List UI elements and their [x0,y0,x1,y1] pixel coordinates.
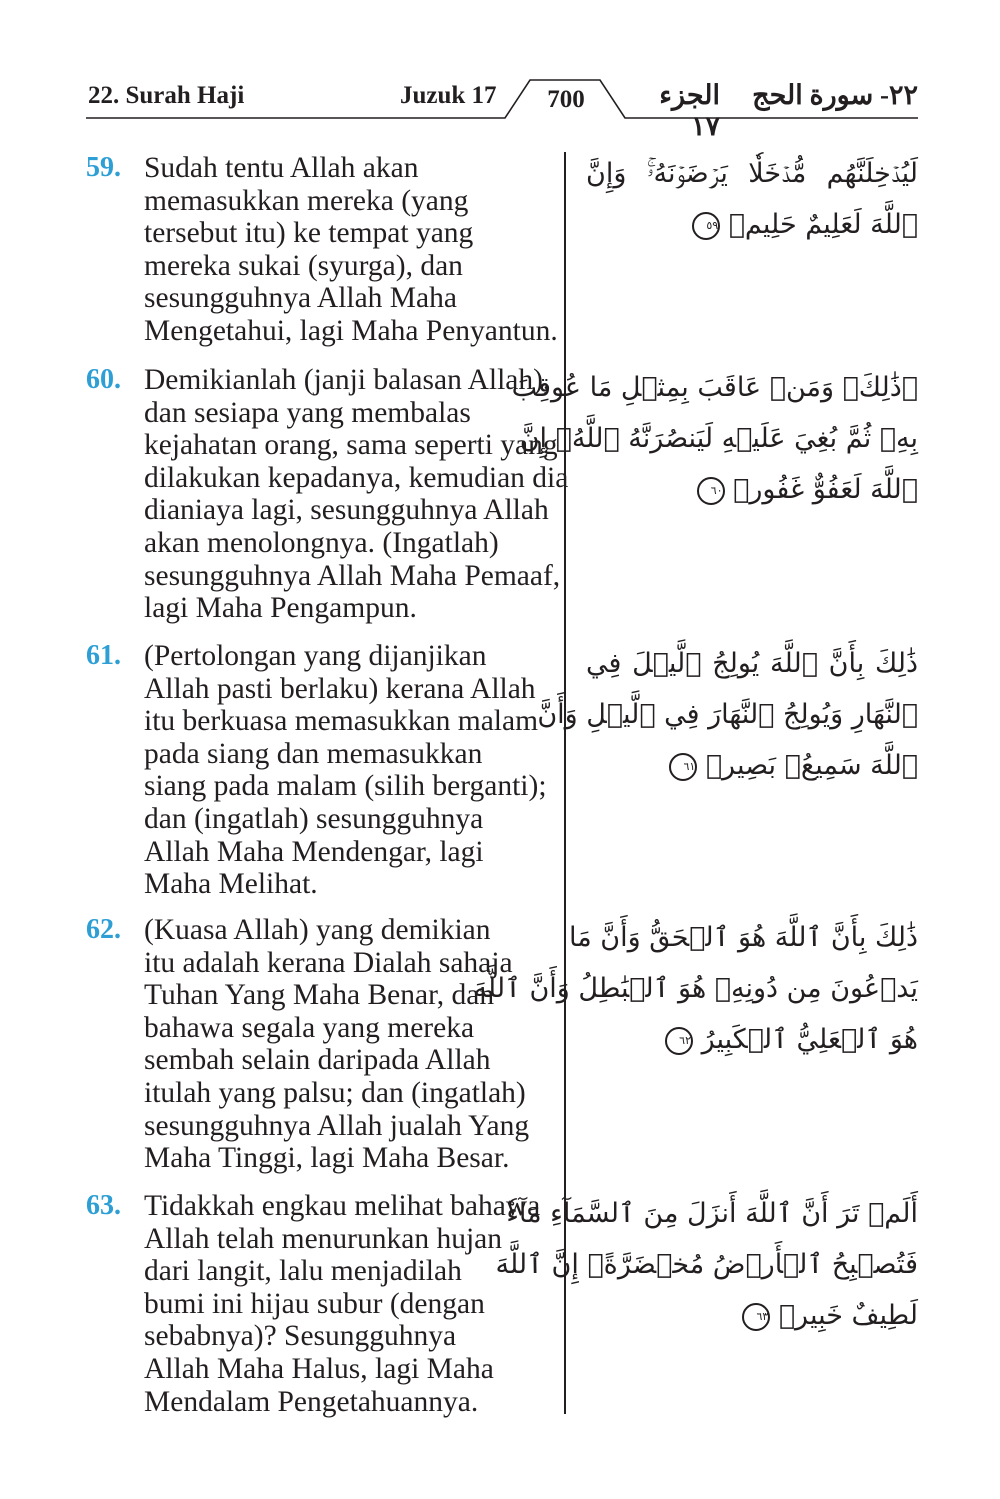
verse-translation [86,1190,560,1418]
translation-line: Demikianlah (janji balasan Allah), [144,364,551,396]
translation-line: (Kuasa Allah) yang demikian [144,914,491,946]
arabic-line: أَلَمۡ تَرَ أَنَّ ٱللَّهَ أَنزَلَ مِنَ ٱلسَّمَآءِ مَآءٗ [506,1198,918,1229]
verse-number: 61. [86,640,121,671]
arabic-line-text: لَطِيفٌ خَبِيرٞ [778,1300,918,1331]
translation-line: sesungguhnya Allah Maha Pemaaf, [144,559,561,592]
arabic-line: ذَٰلِكَ بِأَنَّ ٱللَّهَ هُوَ ٱلۡحَقُّ وَأَنَّ مَا [569,922,918,953]
translation-line: akan menolongnya. (Ingatlah) [144,526,499,559]
arabic-verse [537,638,918,791]
juzuk-label: Juzuk 17 [400,82,497,109]
surah-title: 22. Surah Haji [88,82,245,109]
ayah-marker: ٦٠ [697,477,725,505]
arabic-line [586,464,918,515]
translation-line: dianiaya lagi, sesungguhnya Allah [144,494,549,527]
verse-number: 63. [86,1190,121,1221]
verse-translation [86,364,569,625]
translation-line: itu berkuasa memasukkan malam [144,705,539,738]
arabic-line: لَيُدۡخِلَنَّهُم مُّدۡخَلٗا يَرۡضَوۡنَهُۥۚ وَإِنَّ [586,158,918,189]
ayah-marker: ٦٢ [665,1027,693,1055]
translation-line: Maha Tinggi, lagi Maha Besar. [144,1142,510,1175]
translation-line: lagi Maha Pengampun. [144,592,417,625]
verse-translation [86,152,560,348]
translation-line: bahawa segala yang mereka [144,1011,475,1044]
arabic-juz-label: الجزء ١٧ [659,80,720,141]
translation-line: sesungguhnya Allah jualah Yang [144,1109,530,1142]
arabic-line: يَدۡعُونَ مِن دُونِهِۦ هُوَ ٱلۡبَٰطِلُ وَأَنَّ ٱللَّهَ [473,973,918,1004]
verse-number: 60. [86,364,121,395]
ayah-marker: ٦٣ [742,1303,770,1331]
translation-line: dilakukan kepadanya, kemudian dia [144,461,569,494]
translation-line: Allah Maha Halus, lagi Maha [144,1352,494,1385]
translation-line: bumi ini hijau subur (dengan [144,1287,485,1320]
translation-line: Tuhan Yang Maha Benar, dan [144,979,495,1012]
translation-line: Tidakkah engkau melihat bahawa [144,1190,541,1222]
arabic-line: فَتُصۡبِحُ ٱلۡأَرۡضُ مُخۡضَرَّةًۗ إِنَّ ٱللَّهَ [495,1249,918,1280]
arabic-line-text: ٱللَّهَ لَعَلِيمٌ حَلِيمٞ [728,209,918,240]
arabic-surah-title: ٢٢- سورة الحج [752,80,918,110]
arabic-line-text: هُوَ ٱلۡعَلِيُّ ٱلۡكَبِيرُ [701,1024,918,1055]
arabic-line [586,1290,918,1341]
translation-line: mereka sukai (syurga), dan [144,249,463,282]
translation-line: Mendalam Pengetahuannya. [144,1385,479,1418]
arabic-line [586,199,918,250]
translation-line: dari langit, lalu menjadilah [144,1255,462,1288]
translation-line: dan (ingatlah) sesungguhnya [144,802,484,835]
arabic-line-text: ٱللَّهَ سَمِيعُۢ بَصِيرٞ [705,750,918,781]
translation-line: (Pertolongan yang dijanjikan [144,640,487,672]
arabic-verse [495,1188,918,1341]
arabic-verse [473,912,918,1065]
arabic-line: ۞ذَٰلِكَۖ وَمَنۡ عَاقَبَ بِمِثۡلِ مَا عُوقِبَ [511,372,918,403]
verse-number: 59. [86,152,121,183]
translation-line: Mengetahui, lagi Maha Penyantun. [144,314,558,347]
translation-line: kejahatan orang, sama seperti yang [144,429,558,462]
arabic-line: ذَٰلِكَ بِأَنَّ ٱللَّهَ يُولِجُ ٱلَّيۡلَ فِي [586,648,918,679]
translation-line: sebabnya)? Sesungguhnya [144,1320,457,1353]
translation-line: itulah yang palsu; dan (ingatlah) [144,1076,526,1109]
ayah-marker: ٦١ [669,753,697,781]
verse-number: 62. [86,914,121,945]
translation-line: tersebut itu) ke tempat yang [144,217,474,250]
arabic-line-text: ٱللَّهَ لَعَفُوٌّ غَفُورٞ [733,474,918,505]
translation-line: pada siang dan memasukkan [144,737,483,770]
translation-line: sesungguhnya Allah Maha [144,282,457,315]
arabic-line [586,740,918,791]
translation-line: itu adalah kerana Dialah sahaja [144,946,513,979]
translation-line: dan sesiapa yang membalas [144,396,471,429]
translation-line: sembah selain daripada Allah [144,1044,491,1077]
translation-line: Allah pasti berlaku) kerana Allah [144,672,536,705]
arabic-verse [511,362,918,515]
arabic-line: ٱلنَّهَارِ وَيُولِجُ ٱلنَّهَارَ فِي ٱلَّيۡلِ وَأَنَّ [537,699,918,730]
page-header [0,0,1000,141]
translation-line: Allah Maha Mendengar, lagi [144,835,484,868]
translation-line: memasukkan mereka (yang [144,184,469,217]
translation-line: Allah telah menurunkan hujan [144,1222,502,1255]
verse-translation [86,640,560,901]
verse-translation [86,914,560,1175]
arabic-line [586,1014,918,1065]
page-number: 700 [547,86,585,113]
ayah-marker: ٥٩ [692,212,720,240]
arabic-line: بِهِۦ ثُمَّ بُغِيَ عَلَيۡهِ لَيَنصُرَنَّهُ ٱللَّهُۚ إِنَّ [519,423,918,454]
arabic-verse [586,148,918,250]
translation-line: Maha Melihat. [144,868,318,901]
translation-line: siang pada malam (silih berganti); [144,770,547,803]
translation-line: Sudah tentu Allah akan [144,152,419,184]
